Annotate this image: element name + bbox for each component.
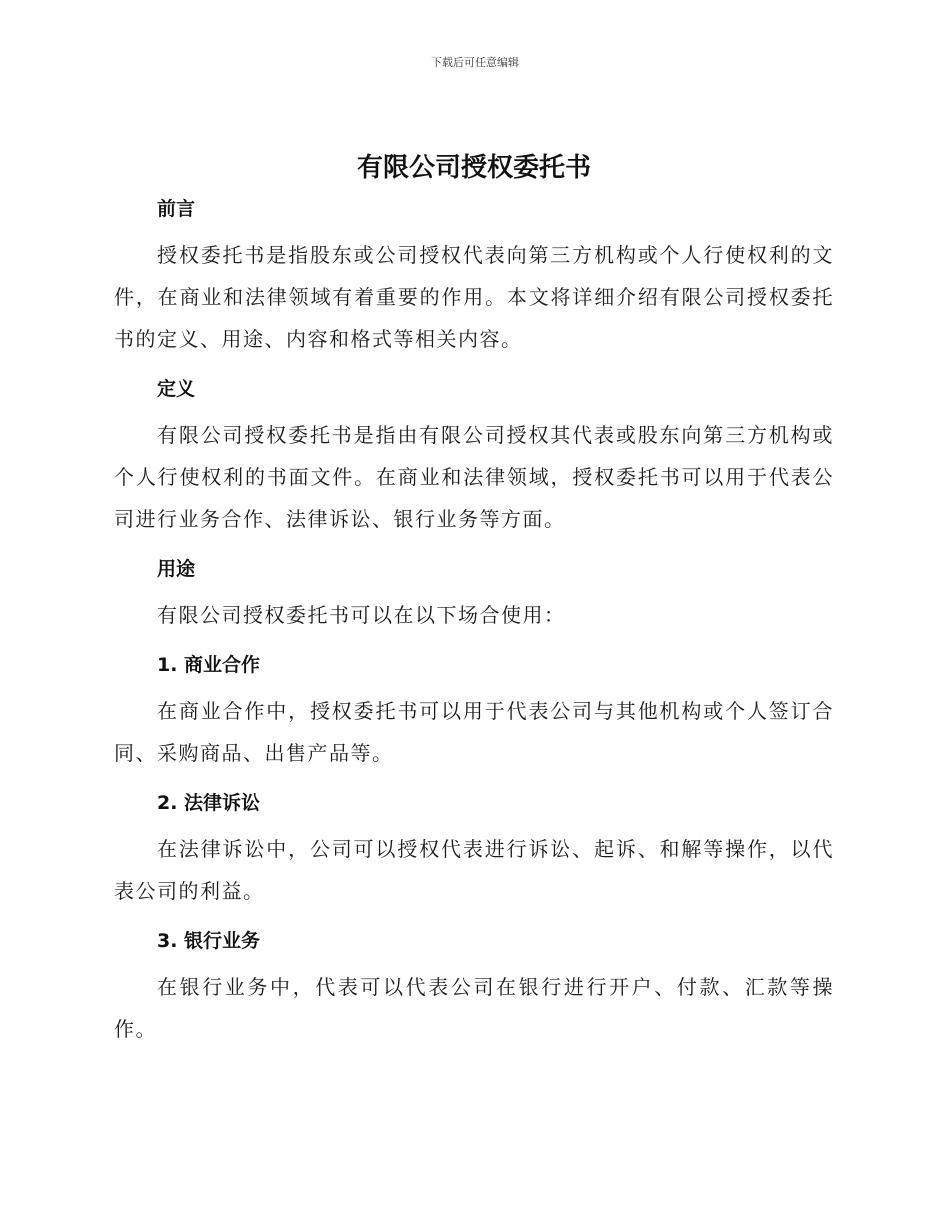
section-paragraph: 在商业合作中，授权委托书可以用于代表公司与其他机构或个人签订合同、采购商品、出售产品等。 <box>114 699 834 765</box>
section-banking <box>114 926 834 1050</box>
section-legal-litigation <box>114 788 834 926</box>
page-header: 下载后可任意编辑 <box>431 56 519 69</box>
section-paragraph: 在法律诉讼中，公司可以授权代表进行诉讼、起诉、和解等操作，以代表公司的利益。 <box>114 837 834 903</box>
section-heading: 1. 商业合作 <box>157 654 261 676</box>
section-paragraph: 有限公司授权委托书是指由有限公司授权其代表或股东向第三方机构或个人行使权利的书面文件。在商业和法律领域，授权委托书可以用于代表公司进行业务合作、法律诉讼、银行业务等方面。 <box>114 423 834 531</box>
section-usage <box>114 554 834 650</box>
document-title: 有限公司授权委托书 <box>356 153 591 183</box>
section-heading: 2. 法律诉讼 <box>157 792 261 814</box>
section-definition <box>114 374 834 554</box>
section-preface <box>114 194 834 374</box>
document-body <box>114 148 834 1050</box>
section-heading: 用途 <box>157 558 196 580</box>
section-heading: 前言 <box>157 198 196 220</box>
section-heading: 3. 银行业务 <box>157 930 261 952</box>
section-heading: 定义 <box>157 378 196 400</box>
section-paragraph: 授权委托书是指股东或公司授权代表向第三方机构或个人行使权利的文件，在商业和法律领域有着重要的作用。本文将详细介绍有限公司授权委托书的定义、用途、内容和格式等相关内容。 <box>114 243 834 351</box>
section-paragraph: 有限公司授权委托书可以在以下场合使用： <box>157 603 566 627</box>
section-business-cooperation <box>114 650 834 788</box>
section-paragraph: 在银行业务中，代表可以代表公司在银行进行开户、付款、汇款等操作。 <box>114 975 834 1041</box>
